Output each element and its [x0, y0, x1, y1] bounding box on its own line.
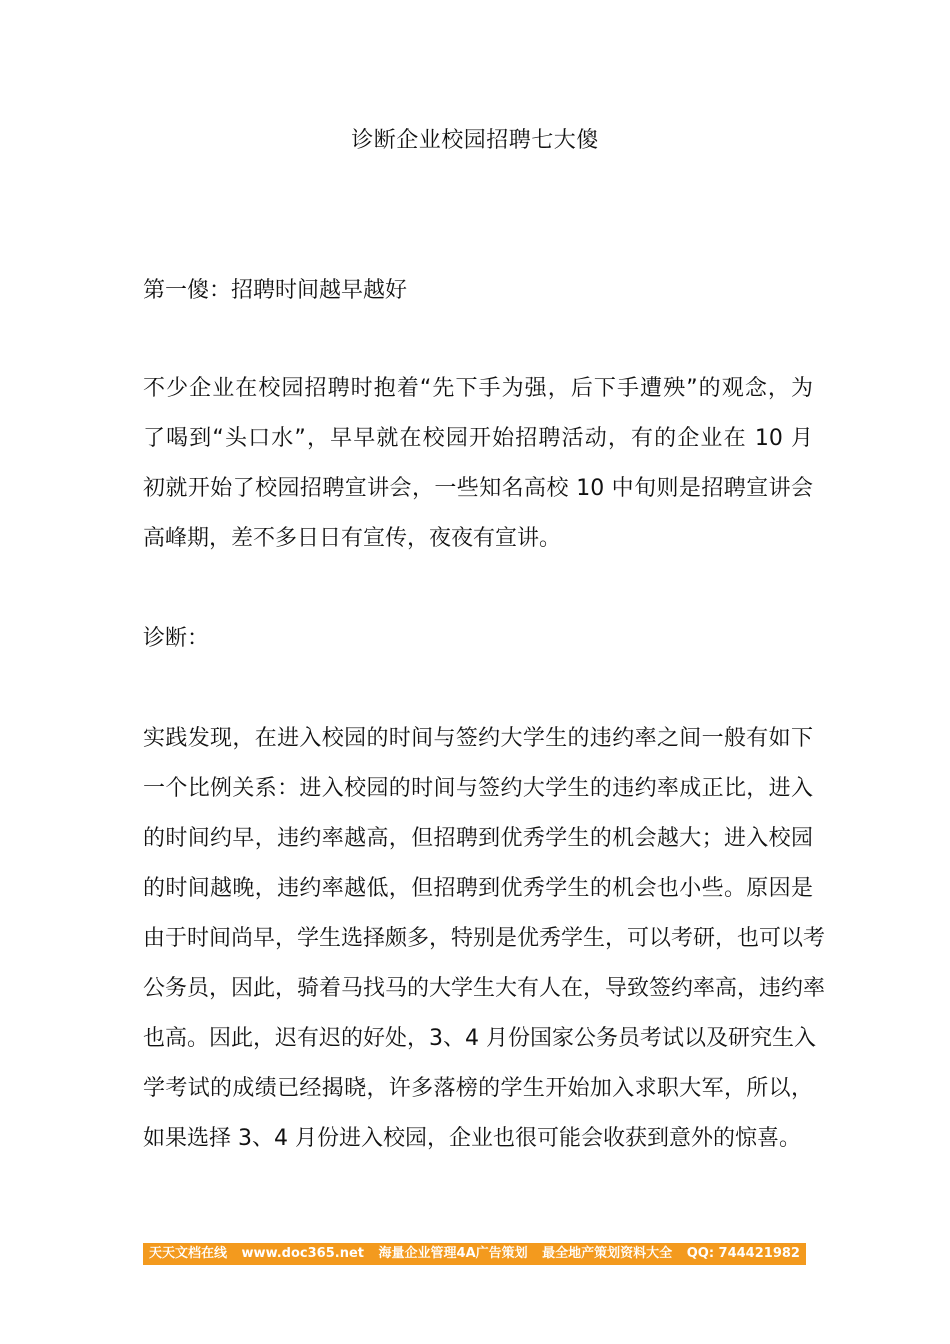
footer-site-name: 天天文档在线	[149, 1246, 228, 1261]
paragraph-line: 高峰期，差不多日日有宣传，夜夜有宣讲。	[143, 526, 562, 551]
footer-ad-banner[interactable]	[143, 1243, 806, 1265]
paragraph-diagnosis	[143, 714, 826, 1164]
section-heading: 第一傻：招聘时间越早越好	[143, 278, 408, 303]
footer-slogan-management: 海量企业管理4A广告策划	[378, 1246, 528, 1261]
paragraph-line: 一个比例关系：进入校园的时间与签约大学生的违约率成正比，进入	[143, 776, 813, 801]
footer-slogan-realestate: 最全地产策划资料大全	[542, 1246, 673, 1261]
footer-qq: QQ: 744421982	[686, 1246, 800, 1261]
paragraph-line: 初就开始了校园招聘宣讲会，一些知名高校 10 中旬则是招聘宣讲会	[143, 476, 813, 501]
paragraph-line: 由于时间尚早，学生选择颇多，特别是优秀学生，可以考研，也可以考	[143, 926, 826, 951]
paragraph-line: 公务员，因此，骑着马找马的大学生大有人在，导致签约率高，违约率	[143, 976, 826, 1001]
paragraph-line: 的时间约早，违约率越高，但招聘到优秀学生的机会越大；进入校园	[143, 826, 813, 851]
paragraph-line: 学考试的成绩已经揭晓，许多落榜的学生开始加入求职大军，所以，	[143, 1076, 813, 1101]
paragraph-intro	[143, 364, 813, 564]
paragraph-line: 实践发现，在进入校园的时间与签约大学生的违约率之间一般有如下	[143, 726, 813, 751]
document-title: 诊断企业校园招聘七大傻	[351, 128, 599, 153]
paragraph-line: 也高。因此，迟有迟的好处，3、4 月份国家公务员考试以及研究生入	[143, 1026, 816, 1051]
paragraph-line: 不少企业在校园招聘时抱着“先下手为强，后下手遭殃”的观念，为	[143, 376, 813, 401]
footer-url[interactable]: www.doc365.net	[241, 1246, 364, 1261]
paragraph-line: 如果选择 3、4 月份进入校园，企业也很可能会收获到意外的惊喜。	[143, 1126, 801, 1151]
paragraph-line: 的时间越晚，违约率越低，但招聘到优秀学生的机会也小些。原因是	[143, 876, 813, 901]
paragraph-line: 了喝到“头口水”，早早就在校园开始招聘活动，有的企业在 10 月	[143, 426, 813, 451]
diagnosis-label: 诊断：	[143, 626, 210, 651]
